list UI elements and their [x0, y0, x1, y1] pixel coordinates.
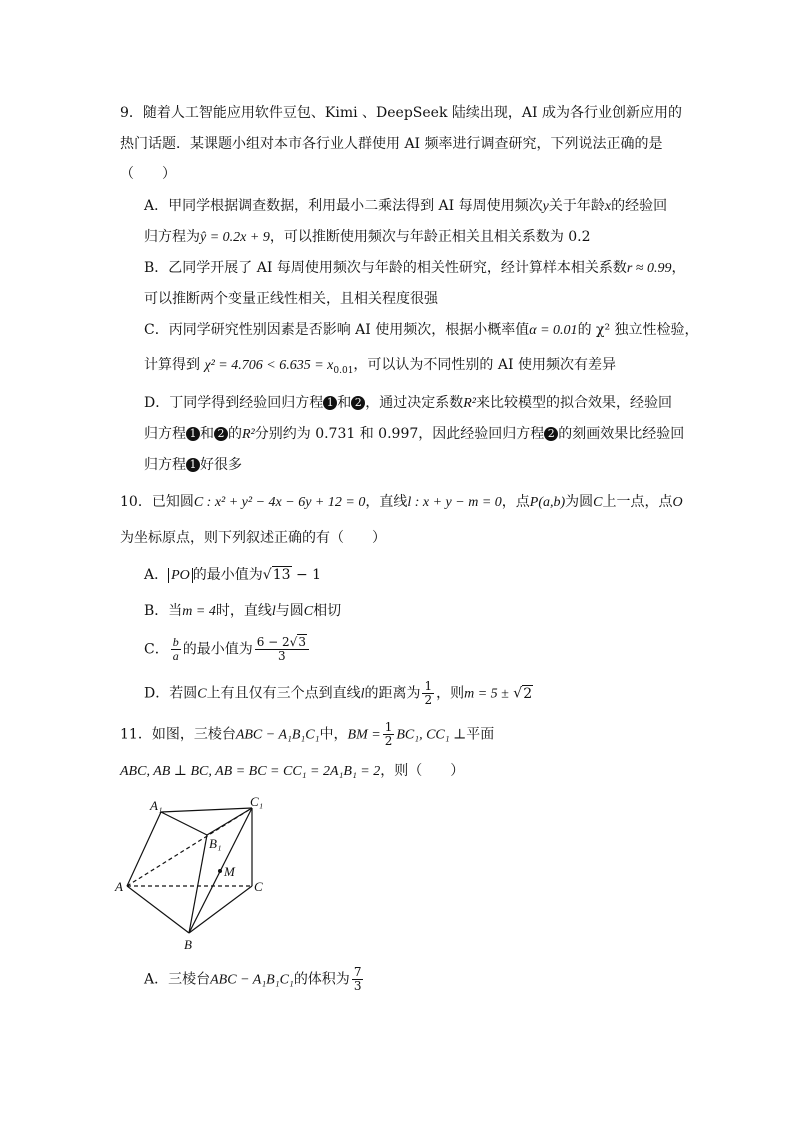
- label-b1: B₁: [209, 836, 222, 851]
- q9-option-a-line2: 归方程为ŷ = 0.2x + 9，可以推断使用频次与年龄正相关且相关系数为 0.2: [144, 229, 591, 245]
- frustum-figure: [110, 790, 290, 955]
- point-m: [218, 869, 222, 873]
- q9-option-a-line1: A．甲同学根据调查数据，利用最小二乘法得到 AI 每周使用频次y关于年龄x的经验回: [144, 198, 668, 214]
- label-c: C: [254, 879, 263, 894]
- label-c1: C₁: [250, 794, 264, 809]
- q10-option-a: A． PO 的最小值为√13 − 1: [144, 567, 322, 583]
- q9-option-b-line1: B．乙同学开展了 AI 每周使用频次与年龄的相关性研究，经计算样本相关系数r ≈ 0.99，: [144, 260, 686, 276]
- label-a: A: [115, 879, 123, 894]
- q9-option-d-line1: D．丁同学得到经验回归方程 1 和 2 ，通过决定系数R²来比较模型的拟合效果，经验回: [144, 395, 672, 411]
- edge-bb1: [189, 835, 207, 933]
- edge-ab: [127, 886, 189, 933]
- q10-option-c: C． $\frac{b}{a}$ 的最小值为 $\frac{6 - 2√3}{3}$: [144, 636, 311, 663]
- q9-stem-line2: 热门话题．某课题小组对本市各行业人群使用 AI 频率进行调查研究，下列说法正确的是: [120, 136, 663, 152]
- q9-option-d-line3: 归方程 1 好很多: [144, 457, 242, 473]
- label-a1: A₁: [150, 798, 163, 813]
- q9-option-b-line2: 可以推断两个变量正线性相关，且相关程度很强: [144, 291, 438, 307]
- q10-option-b: B．当m = 4时，直线l与圆C相切: [144, 603, 342, 619]
- edge-bc: [189, 886, 252, 933]
- edge-aa1: [127, 812, 161, 886]
- circled-two: 2: [351, 396, 365, 410]
- q9-stem-line1: 9．随着人工智能应用软件豆包、Kimi 、DeepSeek 陆续出现，AI 成为各行业创新应用的: [120, 105, 682, 121]
- edge-a1c1: [161, 808, 252, 812]
- circled-one: 1: [323, 396, 337, 410]
- q11-stem-line1: 11．如图，三棱台ABC − A₁B₁C₁中，BM = $\frac{1}{2}$ BC₁, CC₁ ⊥平面: [120, 720, 495, 748]
- edge-a1b1: [161, 812, 207, 835]
- q10-option-d: D．若圆C上有且仅有三个点到直线l的距离为 $\frac{1}{2}$ ，则m = 5 ± √2: [144, 679, 533, 707]
- q9-option-c-line1: C．丙同学研究性别因素是否影响 AI 使用频次，根据小概率值α = 0.01的 χ² 独立性检验，: [144, 322, 699, 338]
- q9-option-c-line2: 计算得到 $\chi^2 = 4.706 < 6.635 = x_{0.01}$，可以认为不同性别的 AI 使用频次有差异: [144, 357, 616, 376]
- q9-answer-paren: （ ）: [120, 166, 176, 182]
- q11-option-a: A．三棱台ABC − A₁B₁C₁的体积为 $\frac{7}{3}$: [144, 965, 362, 993]
- q10-stem-line1: 10．已知圆C : x² + y² − 4x − 6y + 12 = 0，直线l : x + y − m = 0，点P(a,b)为圆C上一点，点O: [120, 494, 683, 510]
- label-b: B: [184, 937, 192, 952]
- label-m: M: [224, 864, 235, 879]
- q10-stem-line2: 为坐标原点，则下列叙述正确的有（ ）: [120, 530, 386, 546]
- q11-stem-line2: ABC, AB ⊥ BC, AB = BC = CC₁ = 2A₁B₁ = 2，则（ ）: [120, 763, 465, 779]
- q9-option-d-line2: 归方程 1 和 2 的R²分别约为 0.731 和 0.997，因此经验回归方程 2 的刻画效果比经验回: [144, 426, 685, 442]
